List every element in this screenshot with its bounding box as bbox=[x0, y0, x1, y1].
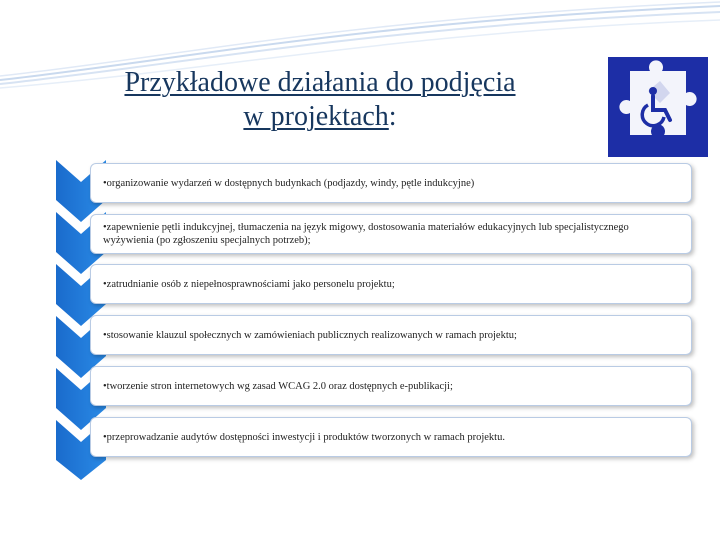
list-item: •przeprowadzanie audytów dostępności inwestycji i produktów tworzonych w ramach projektu. bbox=[90, 417, 692, 457]
list-item: •tworzenie stron internetowych wg zasad WCAG 2.0 oraz dostępnych e-publikacji; bbox=[90, 366, 692, 406]
list-item: •organizowanie wydarzeń w dostępnych budynkach (podjazdy, windy, pętle indukcyjne) bbox=[90, 163, 692, 203]
title-line-1: Przykładowe działania do podjęcia bbox=[124, 67, 516, 98]
list-item: •zatrudnianie osób z niepełnosprawnościami jako personelu projektu; bbox=[90, 264, 692, 304]
list-item: •stosowanie klauzul społecznych w zamówieniach publicznych realizowanych w ramach projektu; bbox=[90, 315, 692, 355]
list-item: •zapewnienie pętli indukcyjnej, tłumaczenia na język migowy, dostosowania materiałów edukacyjnych lub specjalistycznego wyżywienia (po zgłoszeniu specjalnych potrzeb); bbox=[90, 214, 692, 254]
title-line-2: w projektach: bbox=[243, 101, 397, 132]
slide-title bbox=[40, 66, 600, 134]
wheelchair-puzzle-icon bbox=[608, 57, 708, 157]
